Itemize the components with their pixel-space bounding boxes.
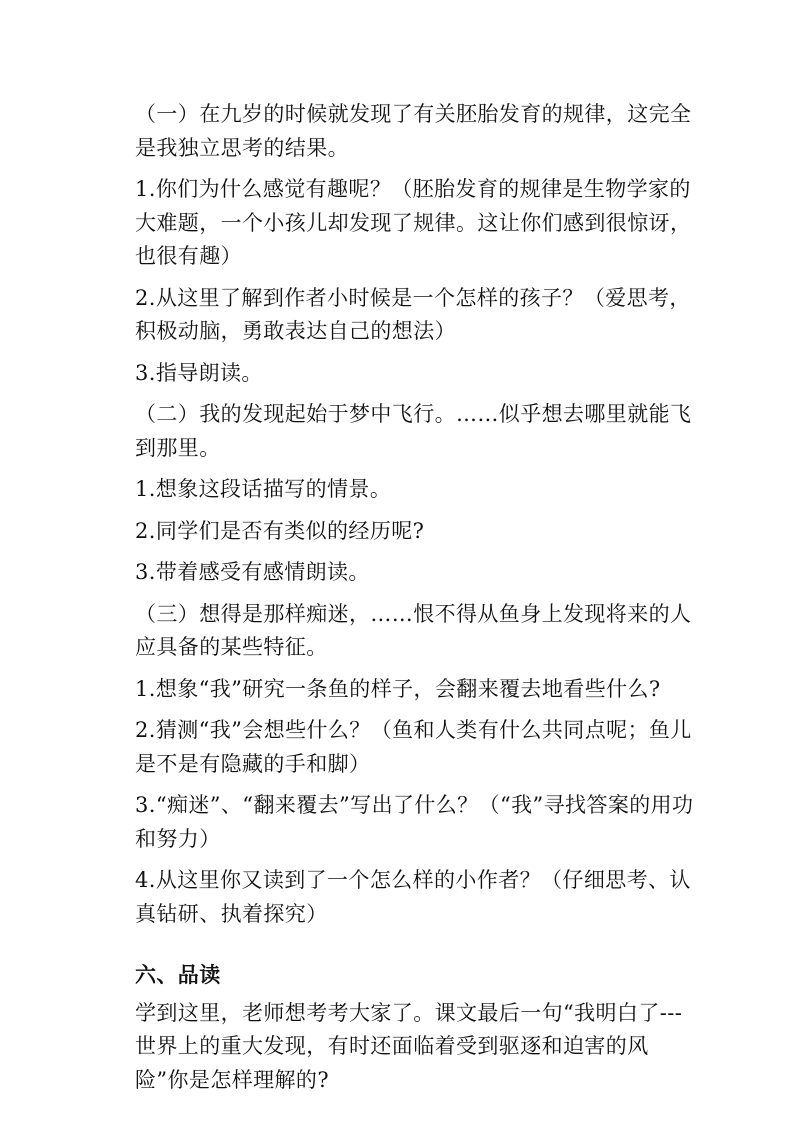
section-two-paragraph: （二）我的发现起始于梦中飞行。……似乎想去哪里就能飞到那里。 xyxy=(135,402,692,460)
question-paragraph: 1.想象这段话描写的情景。 xyxy=(135,477,392,501)
instruction-paragraph: 3.指导朗读。 xyxy=(135,360,263,385)
question-paragraph: 1.想象“我”研究一条鱼的样子，会翻来覆去地看些什么? xyxy=(135,676,661,701)
instruction-paragraph: 3.带着感受有感情朗读。 xyxy=(135,560,370,584)
section-gap xyxy=(135,939,695,959)
section-heading: 六、品读 xyxy=(135,963,221,987)
question-paragraph: 2.从这里了解到作者小时候是一个怎样的孩子？（爱思考，积极动脑，勇敢表达自己的想法） xyxy=(135,285,691,343)
document-body xyxy=(135,98,695,1105)
section-one-paragraph: （一）在九岁的时候就发现了有关胚胎发育的规律，这完全是我独立思考的结果。 xyxy=(135,102,692,160)
question-paragraph: 3.“痴迷”、“翻来覆去”写出了什么？（“我”寻找答案的用功和努力） xyxy=(135,793,694,851)
section-three-paragraph: （三）想得是那样痴迷，……恨不得从鱼身上发现将来的人应具备的某些特征。 xyxy=(135,601,692,659)
final-paragraph: 学到这里，老师想考考大家了。课文最后一句“我明白了---世界上的重大发现，有时还面临着受到驱逐和迫害的风险”你是怎样理解的? xyxy=(135,1000,683,1092)
question-paragraph: 1.你们为什么感觉有趣呢？（胚胎发育的规律是生物学家的大难题，一个小孩儿却发现了规律。这让你们感到很惊讶，也很有趣） xyxy=(135,177,692,268)
question-paragraph: 2.猜测“我”会想些什么？（鱼和人类有什么共同点呢；鱼儿是不是有隐藏的手和脚） xyxy=(135,718,692,776)
question-paragraph: 2.同学们是否有类似的经历呢? xyxy=(135,518,425,543)
question-paragraph: 4.从这里你又读到了一个怎么样的小作者？（仔细思考、认真钻研、执着探究） xyxy=(135,868,691,926)
